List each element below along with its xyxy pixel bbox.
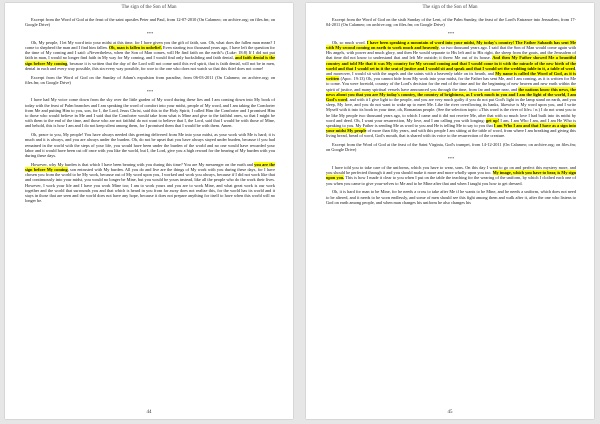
page-body <box>326 17 576 399</box>
highlight: and faith denial is the sign before My coming <box>25 55 275 66</box>
excerpt-source: Excerpt from the Word of God on the Sunday of Adam's expulsion from paradise, from 06-03-2011 (On Calameo; on archive.org; on files.fm; on Google Drive) <box>25 74 275 85</box>
page-body <box>25 17 275 399</box>
highlight: Oh, man is fallen in unbelief. <box>108 45 162 50</box>
page-number: 45 <box>447 410 453 415</box>
excerpt-source: Excerpt from the Word of God on the sixth Sunday of the Lent, of the Palm Sunday, the feast of the Lord's Entrance into Jerusalem, from 17-04-2011 (On Calameo; on archive.org; on files.fm; on Google Drive) <box>326 17 576 28</box>
highlight: get up! <box>486 117 500 123</box>
paragraph: I have had My voice come down from the sky over the little garden of My word during these lies and I am coming down into My book of today with the feast of Palm branches and I am speaking the word of comfort into your midst, people of My word, and I am taking the Comforter from Me and putting Him to you, son, for I, the Lord, Jesus Christ, said this to the Holy Spirit; I called Him the Comforter and I promised Him to those who would believe in Me and I said that the Comforter would take from what is Mine and give to the faithful ones, so that I might be with them to the end of the time, and those who are not faithful do not want to believe that I, the Lord, said that I would be with those of Mine, and behold, this is how I am and I do not keep silent among them, for I promised them that I would be with them. Amen. <box>25 97 275 129</box>
paragraph: Oh, peace to you, My people! You have always needed this greeting delivered from Me into your midst, as your work with Me is hard; it is much and it is always, and you are always under the burden. Oh, do not be upset that you have always stayed under burden, because if you had remained in the world with the steps of your life, you would have been under the burden of the world and no one would have rewarded your labor and it would have been cut off once with you like the world, but I, the Lord, give you a high reward for the bearing of My burden with you during these days. <box>25 132 275 159</box>
left-page <box>5 3 293 419</box>
highlight: I am Who I am and that I have as a sign into your midst My people <box>326 123 576 134</box>
separator: *** <box>146 31 154 36</box>
highlight: I have been speaking a mountain of word into your midst, My today's country! The Father Sabaoth has sent Me with My second coming on earth to work much and heavenly <box>326 39 576 50</box>
separator: *** <box>447 31 455 36</box>
paragraph: Oh, it is hard for man to be Mine, for he needs a cross to take after Me if he wants to be Mine, and he needs a uniform, which does not need to be altered, and it needs to be worn endlessly, and some of men should see this fight among them and walk after it, after the one who listens to God on earth among people, and when man changes his uniform he also changes his <box>326 189 576 205</box>
page-number: 44 <box>146 410 152 415</box>
paragraph: I have told you to take care of the uniforms, which you have to wear, sons. On this day I want to go on and perfect this mystery more, and you should be perfected through it and you should make it more and more wholly upon you too. My image, which you have to bear, is My sign upon you. This is how I made it clear to you when I put on the table the teaching for the wearing of the uniform, by which I clothed each one of you when you came to give your-selves to Me and to be Mine after that and when I taught you how to get dressed. <box>326 165 576 186</box>
highlight: And then My Father showed Me a beautiful country and told Me that it was My country for My second coming and that I would come in it with the miracle of the new birth of the world and that I would set in it the seat of justice and I would sit and speak and that I would set the wedding table in it, a table of word <box>326 55 576 71</box>
right-page <box>306 3 594 419</box>
separator: *** <box>146 88 154 94</box>
highlight: the nations know this news, the news about you that you are My today's country, the country of brightness, as I work much in you and I am the light of the world, I am God's word <box>326 86 576 103</box>
separator: *** <box>447 156 455 162</box>
highlight: you are the sign before My coming <box>25 161 275 173</box>
excerpt-source: Excerpt from the Word of God at the feast of the Saint Virginia, God's trumpet, from 14-12-2011 (On Calameo; on archive.org; on files.fm; on Google Drive) <box>326 142 576 153</box>
paragraph: Oh, My people, I let My word into your midst at this time, for I have given you the gift of faith, son. Oh, what does the fallen man mean? I come to shepherd the man and I find him fallen. Oh, man is fallen in unbelief. Even starting two thousand years ago, I have left the question for the time of My coming and I said: «Nevertheless, when the Son of Man comes, will He find faith on the earth?» (Luke: 18:8) If I did not put faith in man, I would no longer find faith in My way for My coming, and I would find only backsliding and faith denial, and faith denial is the sign before My coming, because it is written that the day of the Lord will not come until this evil spirit, that is faith denial, will not be in men, denial in each and every way possible, this sin every way possible, for woe to the one who does not watch so that this thief does not come! <box>25 39 275 71</box>
running-header: The sign of the Son of Man <box>422 5 478 10</box>
paragraph: Oh, so much word. I have been speaking a mountain of word into your midst, My today's country! The Father Sabaoth has sent Me with My second coming on earth to work much and heavenly, so two thousand years ago. I said that the Son of Man would come again with His angels, with power and much glory, and then He would separate to His left and to His right, the sheep from the goats, and the Jerusalem of that time did not know to understand that and left Me outside; it threw Me out of its house. And then My Father showed Me a beautiful country and told Me that it was My country for My second coming and that I would come in it with the miracle of the new birth of the world and that I would set in it the seat of justice and I would sit and speak and that I would set the wedding table in it, a table of word, and moreover, I would sit with the angels and the saints with a heavenly table on its hearth, and My name is called the Word of God, as it is written (Apoc. 19:13) Oh, you cannot hide from My work into your midst, for the Father has sent Me, and I am coming, as it is written for Me to come. You were foretold, country of the Lord's decision for the end of the time and for the beginning of new heaven and new earth within the spirit of justice, and many spiritual vessels have announced you through the time, from far and more near, and the nations know this news, the news about you that you are My today's country, the country of brightness, as I work much in you and I am the light of the world, I am God's word, and with it I give light to the people, and you are very much guilty if you do not put God's light in the lamp stand on earth, and you sleep, My love, and you do not want to wake up to meet Me. Like the river overflowing its banks, likewise is My word upon you, and I write Myself with it into its book in your time, oh, Romanian people. (See the selection topic: «This word is the river of life» / n.) I do not want you to be like My people two thousand years ago, to which I came and it did not receive Me, after that with so much love I had built into its midst by word and deed. Oh, I want your resurrection, My love, and I am calling you with longing: get up! I am, I am Who I am, and I am He Who is speaking to you. My Father is sending Me as word to you and He is telling Me to say to you that I am Who I am and that I have as a sign into your midst My people of more than fifty years, and with this people I am sitting at the table of word, from where I am breaking and giving this living bread, bread of word, God's mouth, that is shared with its voice to the resurrection of the creature. <box>326 39 576 139</box>
highlight: My name is called the Word of God, as it is written <box>326 71 576 82</box>
running-header: The sign of the Son of Man <box>121 5 177 10</box>
highlight: My image, which you have to bear, is My sign upon you. <box>326 170 576 181</box>
paragraph: However, why My burden is that which I have been bearing with you during this time? You are My messenger on the earth and you are the sign before My coming, son entrusted with My burden. All you do and live are the things of My work with you during these days, for I have chosen you from the world to be My work, because out of My word upon you, I worked and work you always, because if I did not work like that and continuously into your midst, you would no longer be Mine, but you would be yours instead, like all the people who do the work their lives. However, I work your life and I have you work Mine too; I am to work yours and you are to work Mine, and what great work is our work together and the world that surrounds you and that which is heard in you from far away does not realize this, for the world has its world and it stays in those that are seen and the world does not have any hope, because it does not prepare anything for itself to have when this world will no longer be. <box>25 161 275 204</box>
excerpt-source: Excerpt from the Word of God at the feast of the saint apostles Peter and Paul, from 12-07-2010 (On Calameo; on archive.org; on files.fm; on Google Drive) <box>25 17 275 28</box>
